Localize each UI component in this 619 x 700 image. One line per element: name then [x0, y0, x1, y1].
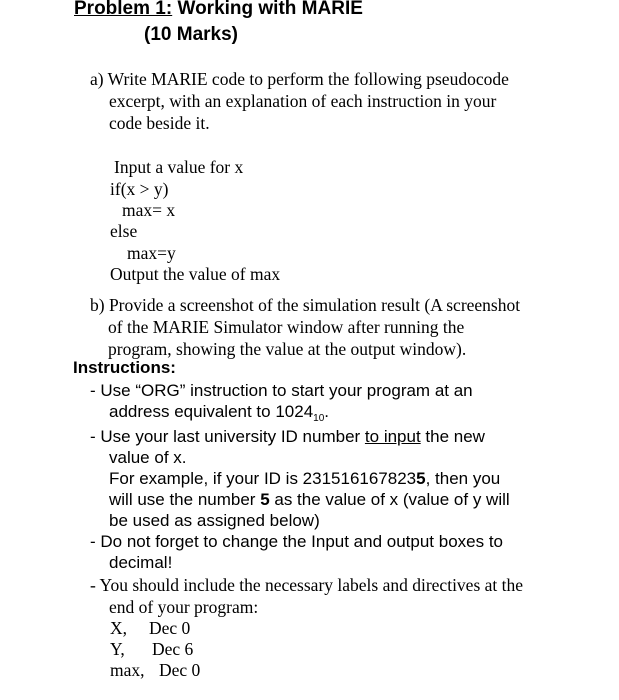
page-title	[74, 0, 363, 20]
bullet-id-post: the new	[420, 427, 485, 446]
part-b-line-1: b) Provide a screenshot of the simulation result (A screenshot	[90, 295, 521, 315]
pseudocode-line: Input a value for x	[114, 157, 244, 177]
part-b-line-2: of the MARIE Simulator window after running the	[108, 317, 465, 337]
pseudocode-line: else	[110, 221, 138, 241]
directive-line	[110, 617, 190, 639]
bullet-id-pre: - Use your last university ID number	[90, 427, 365, 446]
problem-title: Working with MARIE	[172, 0, 363, 19]
marks-label: (10 Marks)	[144, 24, 238, 45]
bullet-decimal-line-1: - Do not forget to change the Input and output boxes to	[90, 532, 504, 551]
pseudocode-line: max= x	[122, 200, 176, 220]
number-pre: will use the number	[109, 490, 261, 509]
directive-line	[110, 638, 193, 660]
number-digit: 5	[260, 490, 270, 509]
bullet-labels-line-1: - You should include the necessary labels and directives at the	[90, 575, 524, 595]
directive-label: max,	[110, 660, 145, 680]
bullet-id-line-5: be used as assigned below)	[109, 511, 320, 530]
bullet-id-line-2: value of x.	[109, 448, 187, 467]
bullet-labels-line-2: end of your program:	[109, 597, 259, 617]
part-a-line-2: excerpt, with an explanation of each instruction in your	[109, 91, 497, 111]
part-b-line-3: program, showing the value at the output window).	[108, 339, 467, 359]
bullet-org-line-1: - Use “ORG” instruction to start your program at an	[90, 381, 473, 400]
example-pre: For example, if your ID is 231516167823	[109, 469, 417, 488]
example-post: , then you	[425, 469, 501, 488]
number-post: as the value of x (value of y will	[269, 490, 510, 509]
period: .	[324, 402, 330, 421]
bullet-id-underlined: to input	[364, 427, 421, 446]
part-a-line-1: a) Write MARIE code to perform the following pseudocode	[90, 69, 509, 89]
pseudocode-line: Output the value of max	[110, 264, 281, 284]
base-subscript: 10	[313, 413, 325, 424]
pseudocode-line: max=y	[127, 243, 176, 263]
instructions-heading: Instructions:	[73, 358, 176, 377]
bullet-id-line-4	[109, 489, 510, 510]
address-text: address equivalent to 1024	[109, 402, 314, 421]
part-a-line-3: code beside it.	[109, 113, 210, 133]
bullet-org-line-2	[109, 401, 329, 429]
problem-label: Problem 1:	[74, 0, 173, 19]
bullet-id-line-1	[90, 426, 485, 447]
example-digit: 5	[416, 469, 426, 488]
directive-label: X,	[110, 618, 128, 638]
directive-value: Dec 0	[149, 618, 191, 638]
directive-line	[110, 659, 200, 681]
directive-value: Dec 0	[159, 660, 201, 680]
directive-value: Dec 6	[152, 639, 194, 659]
bullet-id-line-3	[109, 468, 500, 489]
pseudocode-line: if(x > y)	[110, 179, 169, 199]
directive-label: Y,	[110, 639, 125, 659]
bullet-decimal-line-2: decimal!	[109, 553, 173, 572]
